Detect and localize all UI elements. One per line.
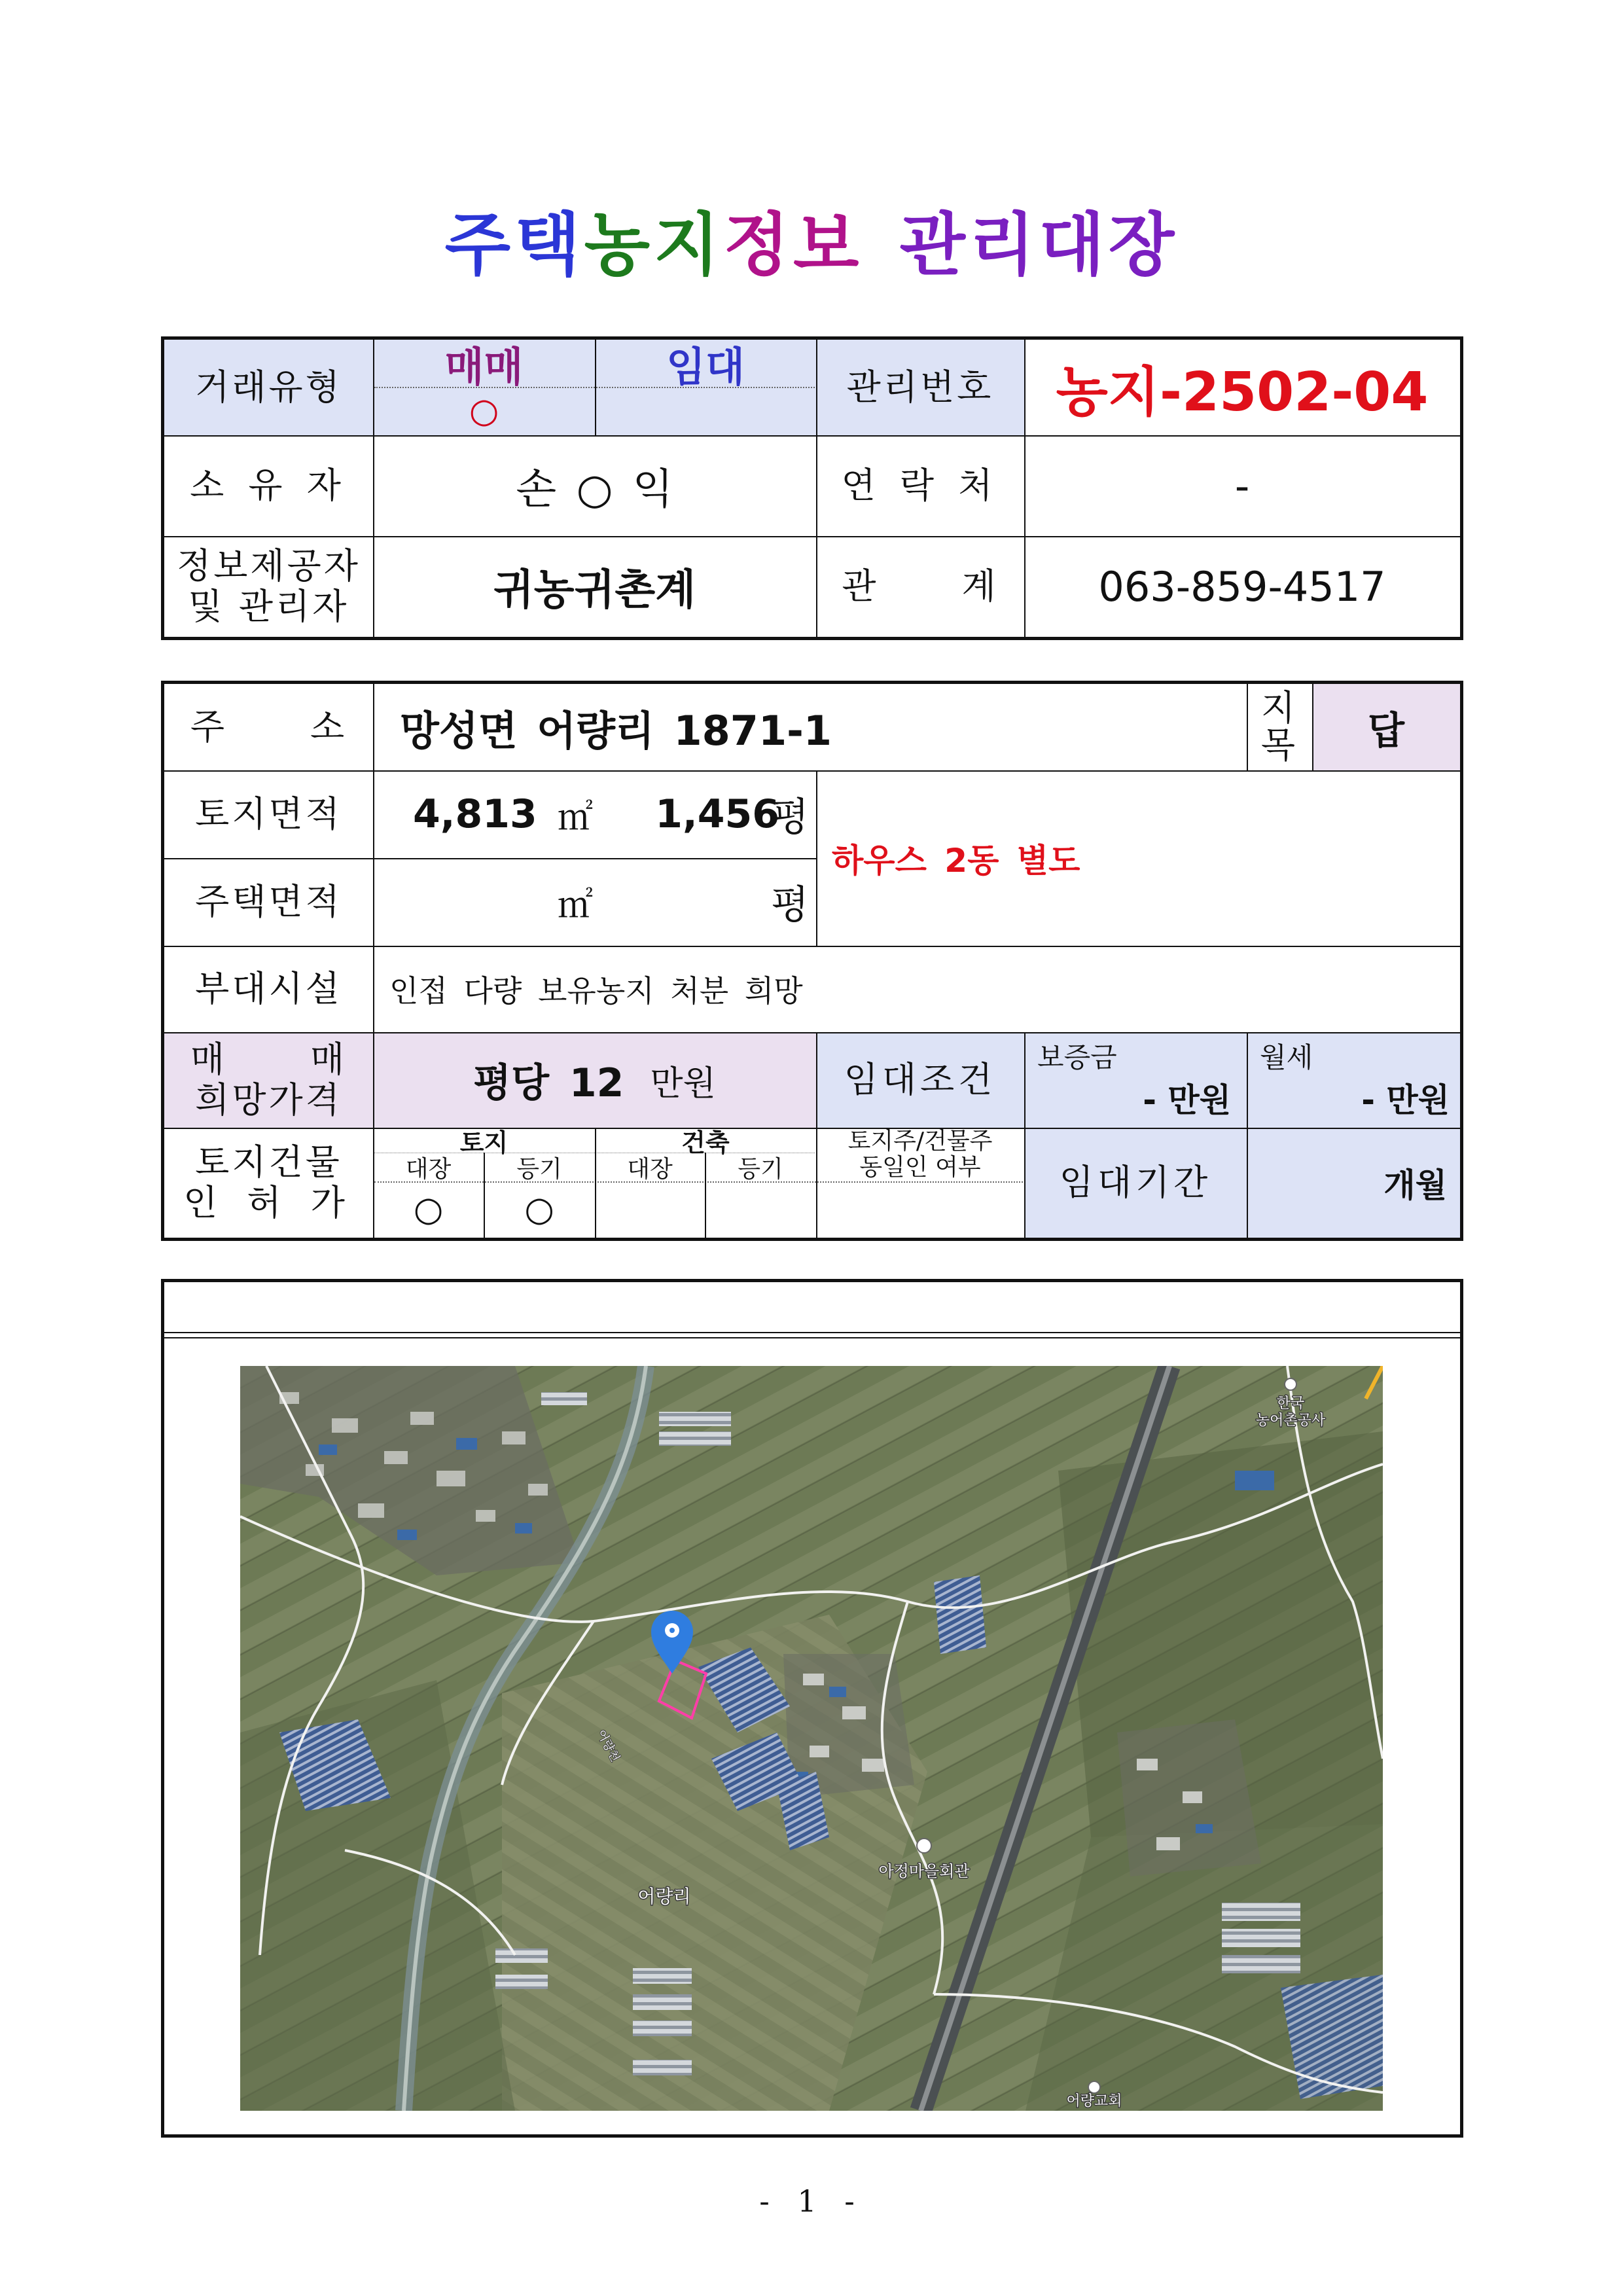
title-part-info: 정보 (723, 205, 863, 285)
contact-label: 연 락 처 (841, 464, 999, 506)
category-label-line2: 목 (1260, 725, 1298, 766)
address-value: 망성면 어량리 1871-1 (400, 706, 832, 755)
land-area-m2: 4,813 (413, 791, 537, 837)
lease-period-label: 임대기간 (1059, 1161, 1212, 1203)
trade-type-label: 거래유형 (195, 366, 342, 408)
sale-label: 매매 (444, 342, 524, 391)
title-part-farmland: 농지 (584, 205, 724, 285)
provider-label-line1: 정보제공자 (177, 545, 361, 586)
lease-condition-label: 임대조건 (844, 1058, 997, 1100)
price-value: 평당 12 (473, 1060, 624, 1106)
page-number: - 1 - (759, 2183, 864, 2219)
building-ledger-mark (595, 1181, 705, 1238)
price-label-line2: 희망가격 (195, 1079, 342, 1121)
land-registry-mark: ○ (524, 1190, 554, 1229)
land-ledger-mark: ○ (413, 1190, 444, 1229)
permit-label-line2: 인 허 가 (183, 1182, 354, 1223)
permit-label (164, 1128, 373, 1238)
land-area-m2-unit: ㎡ (558, 796, 593, 838)
house-area-m2 (413, 858, 544, 946)
category-value: 답 (1367, 708, 1405, 753)
same-owner-label (816, 1128, 1024, 1181)
title-part-house: 주택 (444, 205, 584, 285)
price-label (164, 1032, 373, 1128)
provider-label (164, 536, 373, 637)
map-label-church: 어량교회 (1066, 2092, 1122, 2109)
map-label-road: 어량천 (594, 1727, 622, 1764)
map-label-corp-line1: 한국 (1276, 1395, 1305, 1411)
page-title (0, 190, 1623, 288)
permit-label-line1: 토지건물 (195, 1141, 342, 1183)
relation-value: 063-859-4517 (1098, 562, 1386, 611)
property-detail-table (161, 681, 1463, 1241)
owner-value: 손 ○ 익 (516, 465, 673, 514)
land-area-label: 토지면적 (195, 793, 342, 834)
house-area-m2-unit: ㎡ (558, 884, 593, 925)
map-label-hall: 아정마을회관 (878, 1863, 970, 1880)
lease-mark (595, 387, 816, 435)
sale-mark: ○ (469, 391, 499, 431)
land-header: 토지 (459, 1128, 508, 1157)
satellite-map[interactable] (240, 1366, 1383, 2111)
building-header: 건축 (681, 1128, 730, 1157)
property-note: 하우스 2동 별도 (832, 842, 1080, 880)
provider-value: 귀농귀촌계 (493, 566, 696, 615)
land-registry-label: 등기 (516, 1155, 562, 1183)
deposit-value: - 만원 (1143, 1081, 1231, 1119)
facilities-label: 부대시설 (195, 967, 342, 1009)
land-area-pyeong-unit: 평 (771, 795, 809, 840)
land-area-pyeong: 1,456 (655, 791, 779, 837)
basic-info-table (161, 336, 1463, 640)
same-owner-line1: 토지주/건물주 (847, 1128, 993, 1155)
deposit-label: 보증금 (1037, 1041, 1117, 1073)
title-part-ledger: 관리대장 (899, 205, 1179, 285)
monthly-label: 월세 (1260, 1041, 1313, 1073)
relation-label: 관 계 (842, 565, 999, 607)
contact-value: - (1234, 461, 1250, 510)
lease-label: 임대 (666, 342, 745, 391)
map-label-village: 어량리 (637, 1886, 691, 1907)
house-area-pyeong-unit: 평 (771, 882, 809, 928)
price-value-group (373, 1032, 816, 1128)
building-ledger-label: 대장 (627, 1155, 673, 1183)
owner-label: 소 유 자 (190, 464, 348, 506)
facilities-value: 인접 다량 보유농지 처분 희망 (389, 973, 803, 1009)
map-image (240, 1366, 1383, 2111)
provider-label-line2: 및 관리자 (188, 586, 349, 627)
price-label-line1: 매 매 (190, 1038, 348, 1080)
house-area-pyeong (635, 858, 766, 946)
map-label-corp-line2: 농어촌공사 (1255, 1412, 1326, 1428)
building-registry-label: 등기 (738, 1155, 783, 1183)
mgmt-no-value: 농지-2502-04 (1056, 361, 1429, 423)
category-label-line1: 지 (1260, 687, 1298, 729)
building-registry-mark (705, 1181, 816, 1238)
address-label: 주 소 (190, 706, 348, 747)
map-frame (161, 1279, 1463, 2138)
price-unit: 만원 (650, 1064, 716, 1103)
land-ledger-label: 대장 (405, 1155, 452, 1183)
category-label (1247, 684, 1312, 770)
lease-period-value: 개월 (1383, 1166, 1447, 1204)
house-area-label: 주택면적 (195, 880, 342, 922)
monthly-value: - 만원 (1361, 1081, 1450, 1119)
same-owner-line2: 동일인 여부 (859, 1154, 981, 1181)
mgmt-no-label: 관리번호 (846, 366, 994, 408)
